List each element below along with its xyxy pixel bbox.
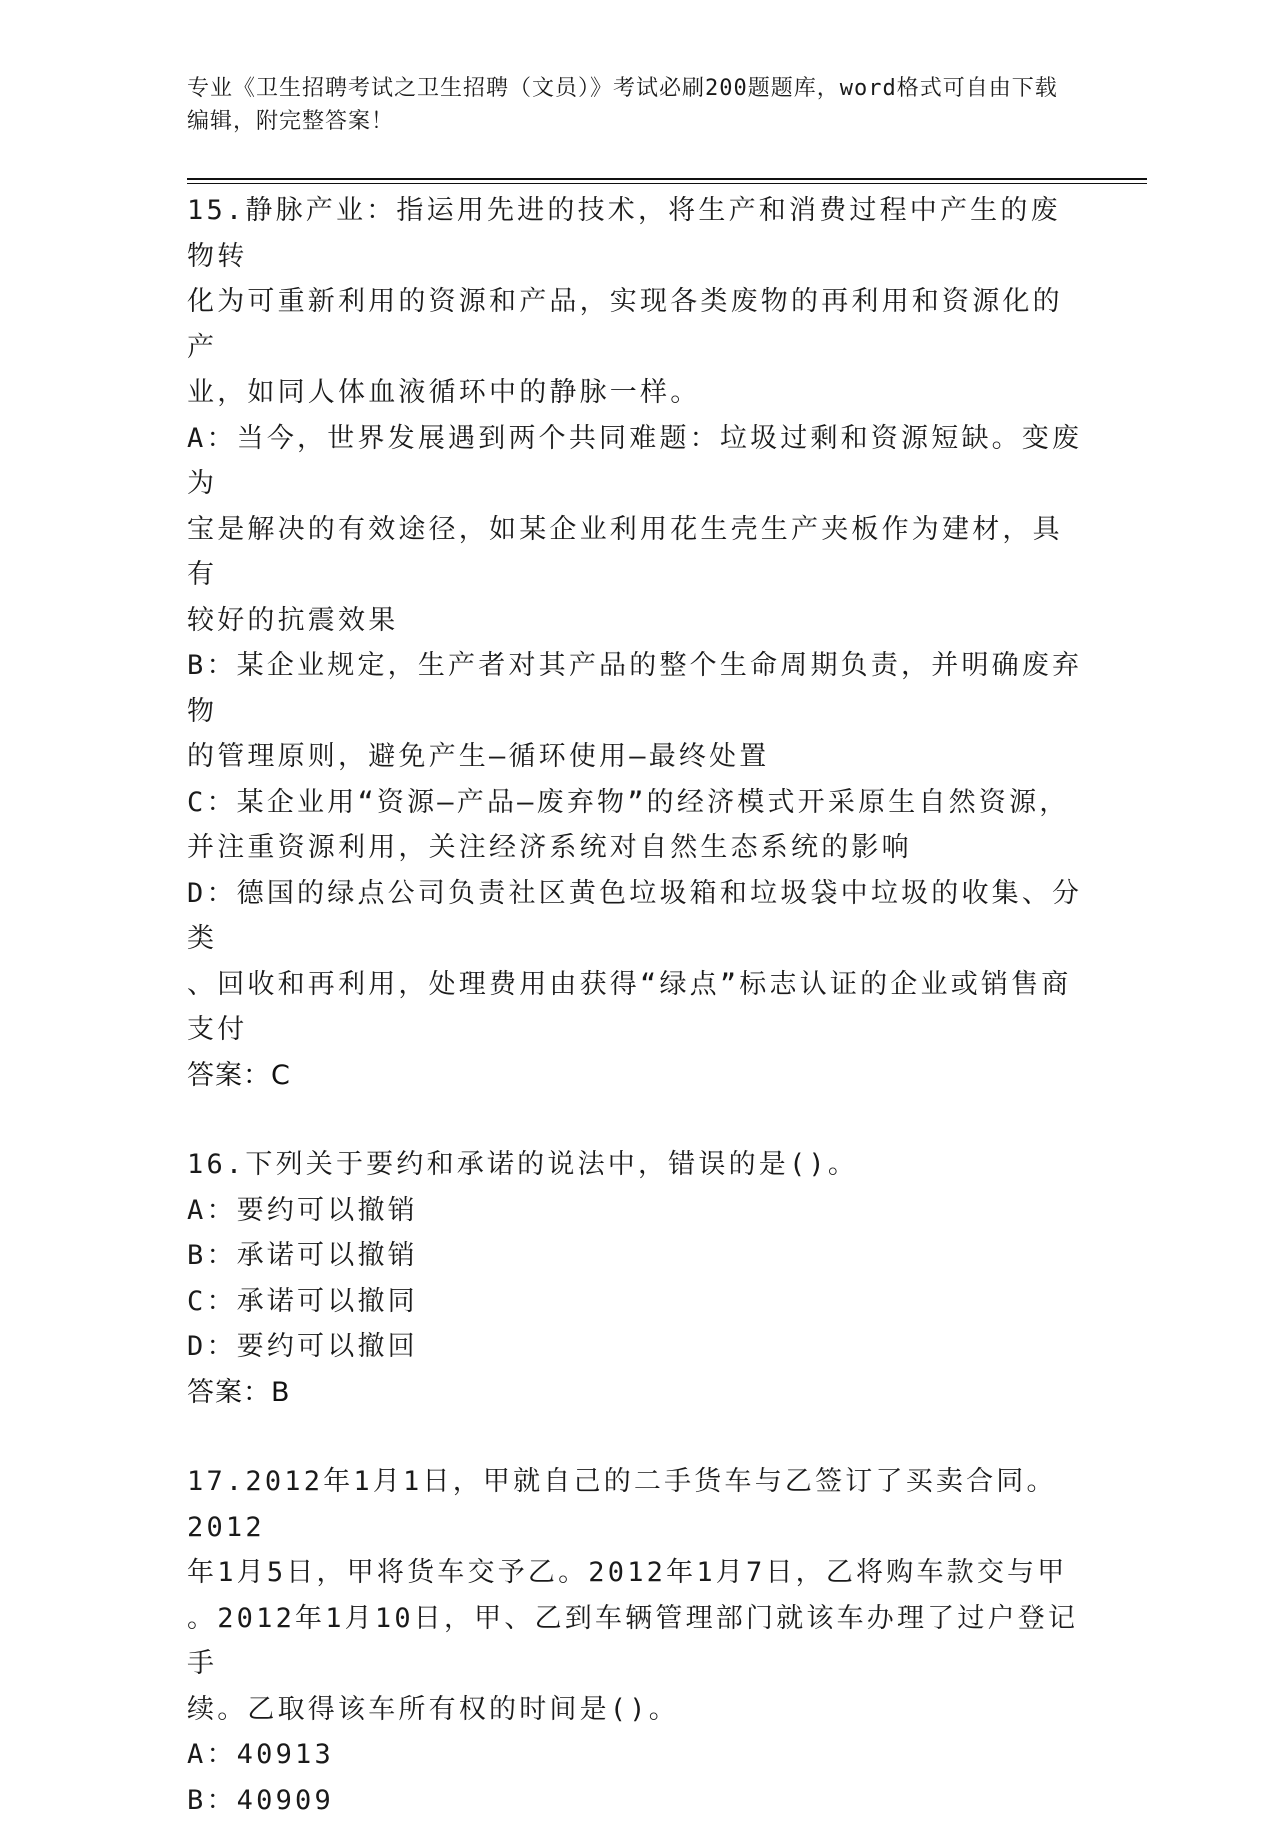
header-divider xyxy=(187,178,1147,180)
question-text-line: 续。乙取得该车所有权的时间是()。 xyxy=(187,1687,1087,1733)
option-d-line: D：德国的绿点公司负责社区黄色垃圾箱和垃圾袋中垃圾的收集、分类 xyxy=(187,871,1087,962)
question-15 xyxy=(187,188,1087,1098)
option-b-line: B：承诺可以撤销 xyxy=(187,1233,1087,1279)
answer-label: 答案：C xyxy=(187,1053,1087,1099)
option-a-line: 较好的抗震效果 xyxy=(187,598,1087,644)
option-c-line: C：承诺可以撤同 xyxy=(187,1279,1087,1325)
option-d-line: 、回收和再利用，处理费用由获得“绿点”标志认证的企业或销售商 xyxy=(187,962,1087,1008)
option-a-line: 宝是解决的有效途径，如某企业利用花生壳生产夹板作为建材，具有 xyxy=(187,507,1087,598)
option-d-line: 支付 xyxy=(187,1007,1087,1053)
option-c-line: C：某企业用“资源—产品—废弃物”的经济模式开采原生自然资源， xyxy=(187,780,1087,826)
question-16 xyxy=(187,1142,1087,1415)
answer-label: 答案：B xyxy=(187,1370,1087,1416)
question-spacer xyxy=(187,1415,1087,1459)
question-text-line: 。2012年1月10日，甲、乙到车辆管理部门就该车办理了过户登记手 xyxy=(187,1596,1087,1687)
question-list xyxy=(187,188,1087,1823)
option-a-line: A：40913 xyxy=(187,1732,1087,1778)
document-header: 专业《卫生招聘考试之卫生招聘（文员）》考试必刷200题题库，word格式可自由下载编辑，附完整答案！ xyxy=(187,72,1067,138)
question-text-line: 17.2012年1月1日，甲就自己的二手货车与乙签订了买卖合同。2012 xyxy=(187,1459,1087,1550)
question-text-line: 16.下列关于要约和承诺的说法中，错误的是()。 xyxy=(187,1142,1087,1188)
question-text-line: 15.静脉产业：指运用先进的技术，将生产和消费过程中产生的废物转 xyxy=(187,188,1087,279)
option-c-line: 并注重资源利用，关注经济系统对自然生态系统的影响 xyxy=(187,825,1087,871)
question-spacer xyxy=(187,1098,1087,1142)
question-text-line: 业，如同人体血液循环中的静脉一样。 xyxy=(187,370,1087,416)
option-a-line: A：要约可以撤销 xyxy=(187,1188,1087,1234)
option-b-line: B：某企业规定，生产者对其产品的整个生命周期负责，并明确废弃物 xyxy=(187,643,1087,734)
option-d-line: D：要约可以撤回 xyxy=(187,1324,1087,1370)
option-b-line: B：40909 xyxy=(187,1778,1087,1823)
question-17 xyxy=(187,1459,1087,1823)
option-a-line: A：当今，世界发展遇到两个共同难题：垃圾过剩和资源短缺。变废为 xyxy=(187,416,1087,507)
option-b-line: 的管理原则，避免产生—循环使用—最终处置 xyxy=(187,734,1087,780)
question-text-line: 化为可重新利用的资源和产品，实现各类废物的再利用和资源化的产 xyxy=(187,279,1087,370)
question-text-line: 年1月5日，甲将货车交予乙。2012年1月7日，乙将购车款交与甲 xyxy=(187,1550,1087,1596)
header-divider-secondary xyxy=(187,183,1147,184)
